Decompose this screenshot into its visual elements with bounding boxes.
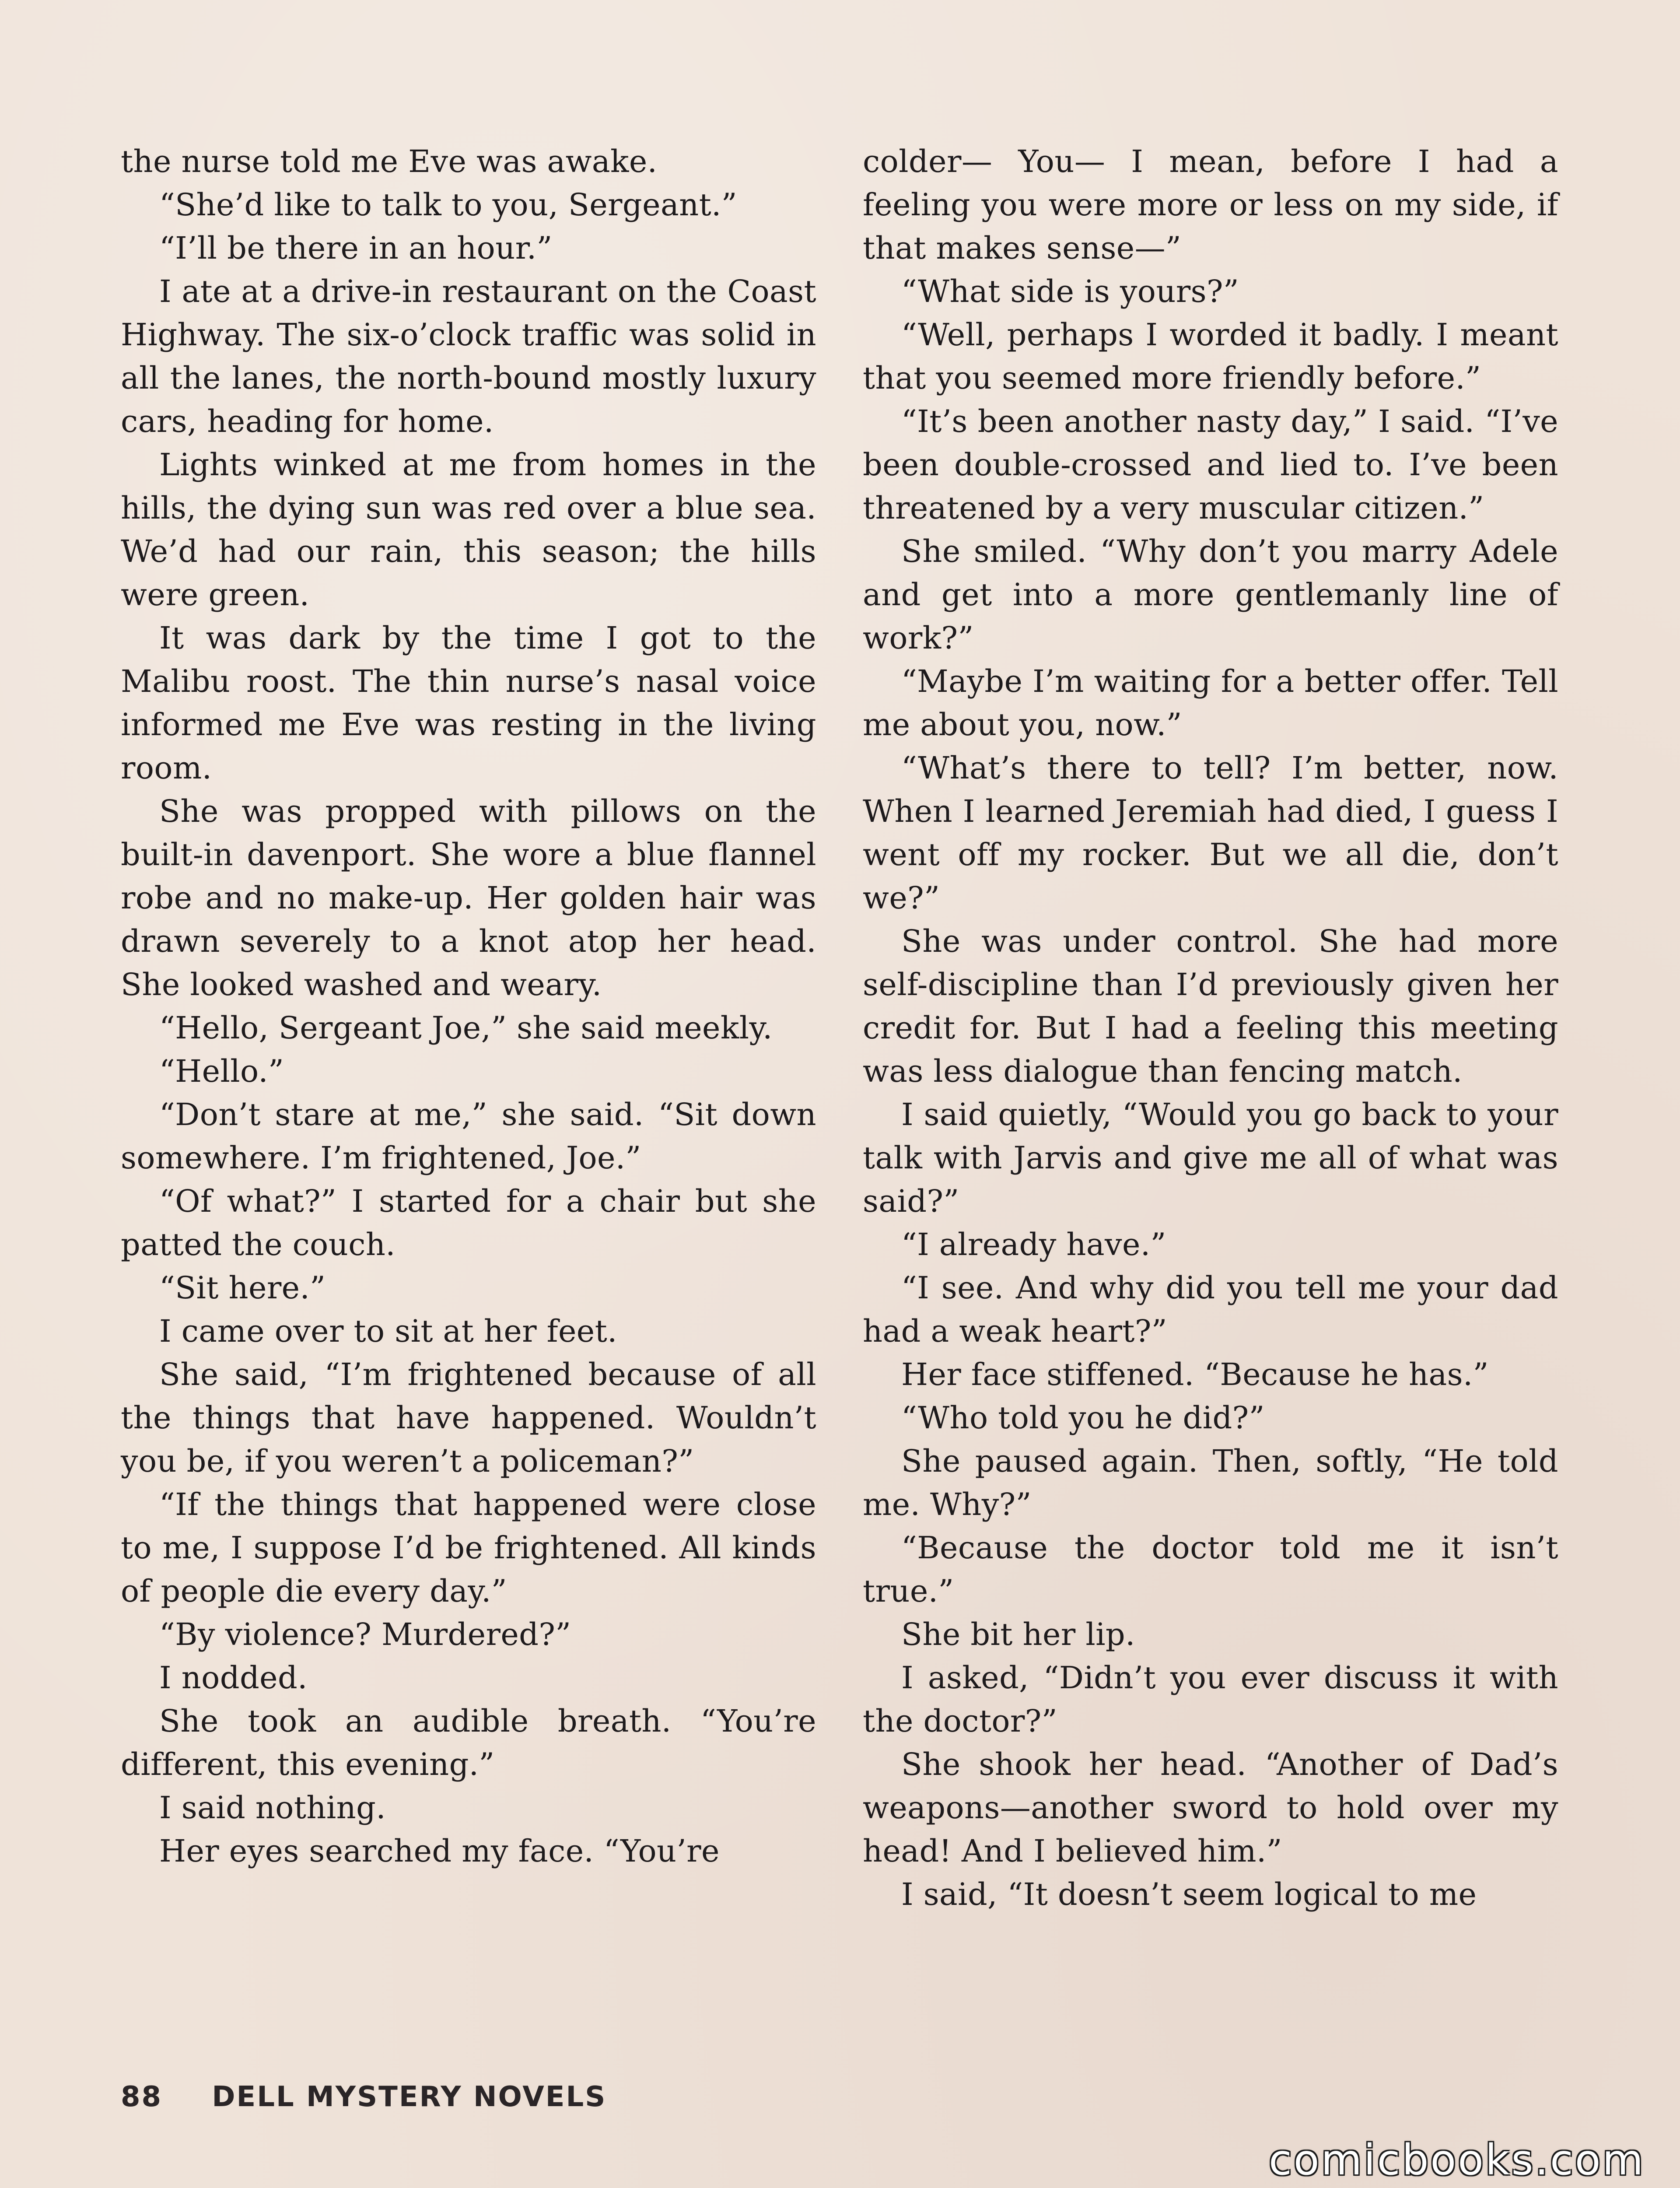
publication-title: DELL MYSTERY NOVELS bbox=[212, 2081, 607, 2113]
left-text-column bbox=[121, 140, 816, 1873]
paragraph: I said nothing. bbox=[159, 1790, 386, 1826]
paragraph: “Who told you he did?” bbox=[901, 1400, 1265, 1436]
paragraph: “Sit here.” bbox=[159, 1270, 326, 1306]
right-text-column bbox=[863, 140, 1558, 1916]
paragraph: It was dark by the time I got to the Malibu roost. The thin nurse’s nasal voice informed me Eve was resting in the living room. bbox=[121, 620, 816, 786]
paragraph: She was propped with pillows on the built-in davenport. She wore a blue flannel robe and no make-up. Her golden hair was drawn severely to a knot atop her head. She looked washed and weary. bbox=[121, 793, 816, 1003]
paragraph: “She’d like to talk to you, Sergeant.” bbox=[159, 187, 737, 223]
paragraph: She bit her lip. bbox=[901, 1616, 1135, 1652]
paragraph: “If the things that happened were close to me, I suppose I’d be frightened. All kinds of people die every day.” bbox=[121, 1487, 816, 1609]
paragraph: She shook her head. “Another of Dad’s weapons—another sword to hold over my head! And I believed him.” bbox=[863, 1746, 1558, 1869]
page-number: 88 bbox=[121, 2081, 163, 2113]
paragraph: “I already have.” bbox=[901, 1227, 1166, 1262]
paragraph: “Maybe I’m waiting for a better offer. Tell me about you, now.” bbox=[863, 663, 1558, 743]
paragraph: Her eyes searched my face. “You’re bbox=[159, 1833, 720, 1869]
paragraph: colder— You— I mean, before I had a feeling you were more or less on my side, if that makes sense—” bbox=[863, 144, 1558, 266]
paragraph: She smiled. “Why don’t you marry Adele and get into a more gentlemanly line of work?” bbox=[863, 533, 1558, 656]
paragraph: I asked, “Didn’t you ever discuss it with the doctor?” bbox=[863, 1660, 1558, 1739]
paragraph: I ate at a drive-in restaurant on the Coast Highway. The six-o’clock traffic was solid in all the lanes, the north-bound mostly luxury cars, heading for home. bbox=[121, 274, 816, 439]
paragraph: “Well, perhaps I worded it badly. I meant that you seemed more friendly before.” bbox=[863, 317, 1558, 396]
paragraph: She took an audible breath. “You’re different, this evening.” bbox=[121, 1703, 816, 1782]
page-footer bbox=[121, 2081, 606, 2113]
paragraph: I said, “It doesn’t seem logical to me bbox=[901, 1876, 1477, 1912]
watermark: comicbooks.com bbox=[1268, 2135, 1645, 2184]
paragraph: She was under control. She had more self-discipline than I’d previously given her credit for. But I had a feeling this meeting was less dialogue than fencing match. bbox=[863, 923, 1558, 1089]
paragraph: “Hello.” bbox=[159, 1053, 284, 1089]
paragraph: I said quietly, “Would you go back to your talk with Jarvis and give me all of what was said?” bbox=[863, 1097, 1558, 1219]
paragraph: I came over to sit at her feet. bbox=[159, 1313, 617, 1349]
paragraph: “Of what?” I started for a chair but she patted the couch. bbox=[121, 1183, 816, 1262]
paragraph: “I see. And why did you tell me your dad had a weak heart?” bbox=[863, 1270, 1558, 1349]
paragraph: “What’s there to tell? I’m better, now. When I learned Jeremiah had died, I guess I went off my rocker. But we all die, don’t we?” bbox=[863, 750, 1558, 916]
paragraph: “Hello, Sergeant Joe,” she said meekly. bbox=[159, 1010, 773, 1046]
paragraph: Lights winked at me from homes in the hills, the dying sun was red over a blue sea. We’d had our rain, this season; the hills were green. bbox=[121, 447, 816, 613]
paragraph: She paused again. Then, softly, “He told me. Why?” bbox=[863, 1443, 1558, 1522]
paragraph: I nodded. bbox=[159, 1660, 308, 1696]
paragraph: “Because the doctor told me it isn’t true.” bbox=[863, 1530, 1558, 1609]
paragraph: “Don’t stare at me,” she said. “Sit down somewhere. I’m frightened, Joe.” bbox=[121, 1097, 816, 1176]
paragraph: “By violence? Murdered?” bbox=[159, 1616, 571, 1652]
paragraph: the nurse told me Eve was awake. bbox=[121, 144, 658, 179]
paragraph: She said, “I’m frightened because of all the things that have happened. Wouldn’t you be, if you weren’t a policeman?” bbox=[121, 1357, 816, 1479]
paragraph: “It’s been another nasty day,” I said. “I’ve been double-crossed and lied to. I’ve been threatened by a very muscular citizen.” bbox=[863, 403, 1558, 526]
paragraph: “What side is yours?” bbox=[901, 274, 1239, 309]
paragraph: Her face stiffened. “Because he has.” bbox=[901, 1357, 1489, 1392]
paragraph: “I’ll be there in an hour.” bbox=[159, 230, 553, 266]
